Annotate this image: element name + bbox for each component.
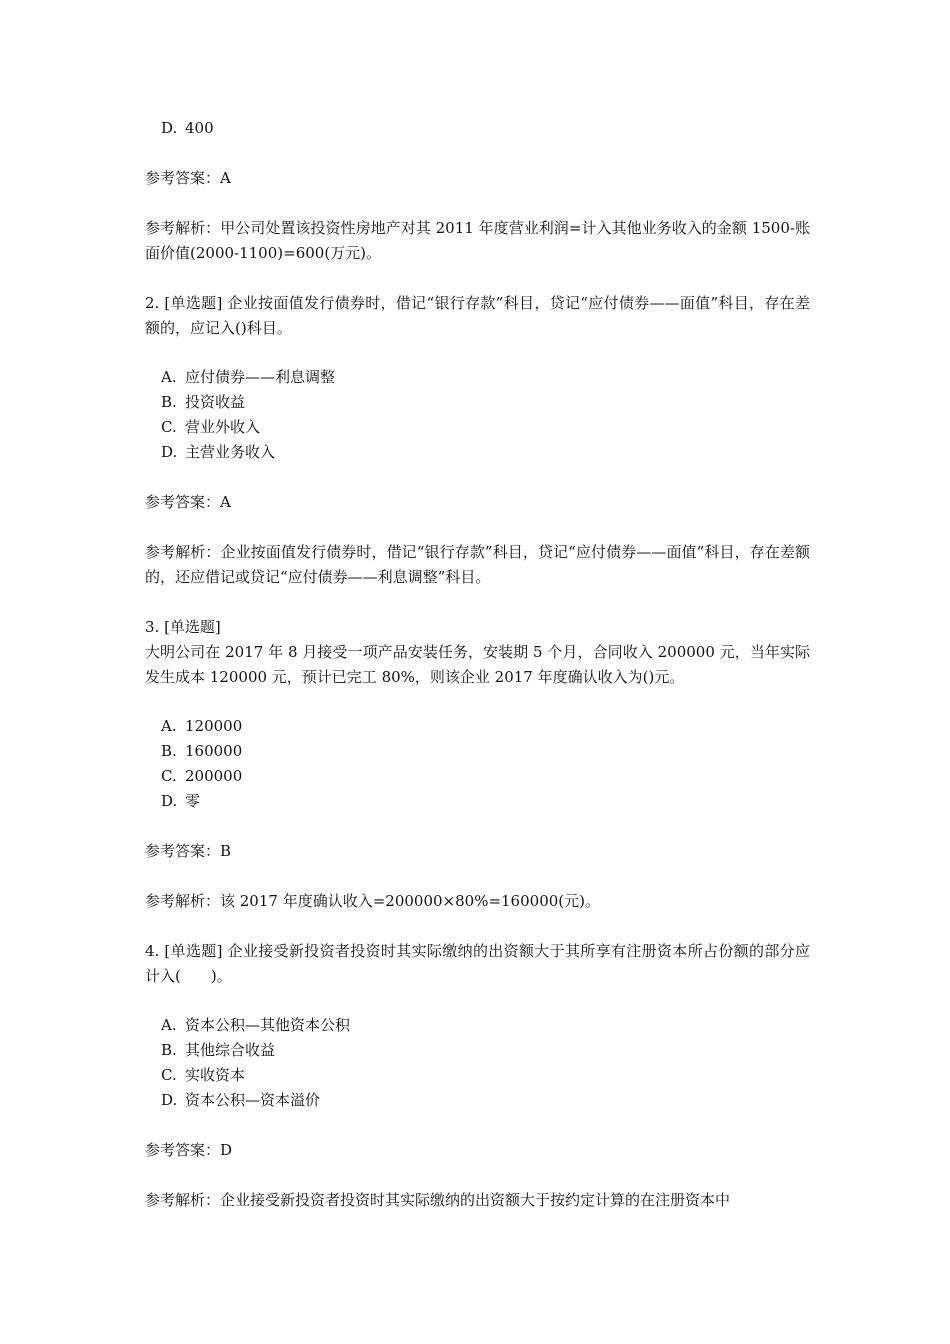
option-letter: B. [161, 393, 177, 411]
answer-line: 参考答案：B [145, 842, 232, 860]
option-text: 160000 [185, 742, 243, 760]
option-text: 120000 [185, 717, 243, 735]
option-text: 资本公积—资本溢价 [185, 1091, 321, 1109]
option-letter: D. [161, 443, 178, 461]
analysis-paragraph: 参考解析：企业接受新投资者投资时其实际缴纳的出资额大于按约定计算的在注册资本中 [145, 1191, 731, 1209]
question-stem: 大明公司在 2017 年 8 月接受一项产品安装任务，安装期 5 个月，合同收入 200000 元，当年实际发生成本 120000 元，预计已完工 80%，则该企业 2017 年度确认收入为()元。 [145, 643, 810, 686]
analysis-paragraph: 参考解析：企业按面值发行债券时，借记“银行存款”科目，贷记“应付债券——面值”科目，存在差额的，还应借记或贷记“应付债券——利息调整”科目。 [145, 543, 810, 586]
analysis-paragraph: 参考解析：该 2017 年度确认收入=200000×80%=160000(元)。 [145, 892, 600, 910]
option-c [145, 764, 810, 789]
analysis-paragraph: 参考解析：甲公司处置该投资性房地产对其 2011 年度营业利润=计入其他业务收入的金额 1500-账面价值(2000-1100)=600(万元)。 [145, 219, 810, 262]
option-letter: C. [161, 1066, 177, 1084]
question-stem: 4. [单选题] 企业接受新投资者投资时其实际缴纳的出资额大于其所享有注册资本所占份额的部分应计入( )。 [145, 942, 810, 985]
option-text: 200000 [185, 767, 243, 785]
option-a [145, 365, 810, 390]
option-letter: A. [161, 717, 177, 735]
option-d [145, 1088, 810, 1113]
option-letter: C. [161, 418, 177, 436]
option-letter: A. [161, 1016, 177, 1034]
option-letter: B. [161, 742, 177, 760]
answer-line: 参考答案：A [145, 493, 231, 511]
document-page [145, 116, 810, 1213]
question-stem: 2. [单选题] 企业按面值发行债券时，借记“银行存款”科目，贷记“应付债券——面值”科目，存在差额的，应记入()科目。 [145, 294, 810, 337]
option-c [145, 1063, 810, 1088]
option-d [145, 789, 810, 814]
answer-line: 参考答案：A [145, 169, 231, 187]
option-letter: B. [161, 1041, 177, 1059]
option-letter: D. [161, 119, 178, 137]
option-text: 400 [185, 119, 214, 137]
option-b [145, 1038, 810, 1063]
option-text: 应付债券——利息调整 [185, 368, 336, 386]
answer-line: 参考答案：D [145, 1141, 233, 1159]
option-letter: C. [161, 767, 177, 785]
option-a [145, 1013, 810, 1038]
option-text: 营业外收入 [185, 418, 261, 436]
option-letter: D. [161, 792, 178, 810]
option-c [145, 415, 810, 440]
option-a [145, 714, 810, 739]
option-letter: A. [161, 368, 177, 386]
option-text: 资本公积—其他资本公积 [185, 1016, 351, 1034]
option-text: 主营业务收入 [185, 443, 276, 461]
option-letter: D. [161, 1091, 178, 1109]
question-heading: 3. [单选题] [145, 618, 221, 636]
option-b [145, 390, 810, 415]
option-b [145, 739, 810, 764]
option-text: 投资收益 [185, 393, 246, 411]
option-text: 零 [185, 792, 201, 810]
option-d [145, 116, 810, 141]
option-text: 实收资本 [185, 1066, 246, 1084]
option-d [145, 440, 810, 465]
option-text: 其他综合收益 [185, 1041, 276, 1059]
